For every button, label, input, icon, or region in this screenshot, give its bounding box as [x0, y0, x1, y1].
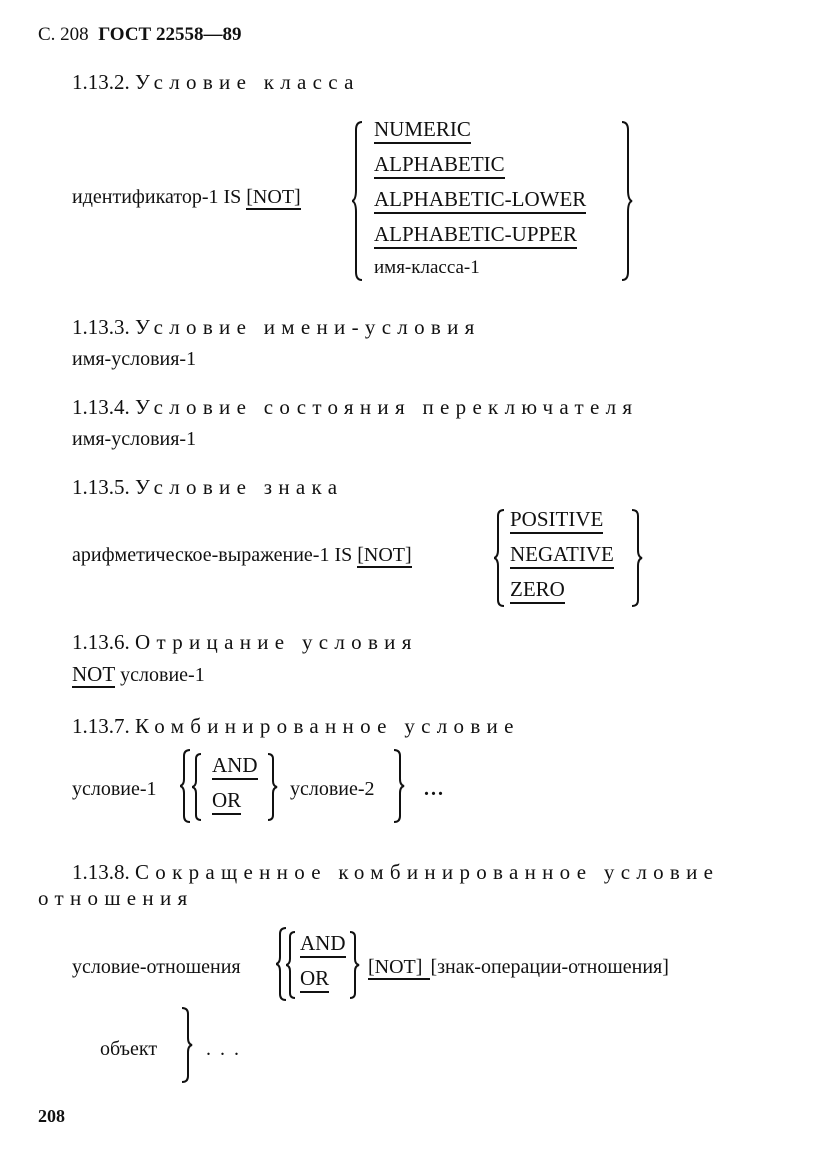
- section-1-13-4-body: имя-условия-1: [72, 428, 197, 450]
- class-option-class-name: имя-класса-1: [374, 257, 480, 278]
- abbreviated-or-keyword: OR: [300, 965, 329, 993]
- section-1-13-6-heading: [72, 630, 418, 655]
- negation-not-keyword: NOT: [72, 662, 116, 686]
- abbreviated-relation-operator: [знак-операции-отношения]: [430, 956, 669, 978]
- sign-left-brace: [494, 508, 508, 608]
- abbreviated-object-right-brace: [180, 1006, 194, 1084]
- sign-options: [510, 502, 614, 607]
- combined-inner-left-brace: [192, 752, 204, 822]
- sign-lhs-text: арифметическое-выражение-1 IS: [72, 544, 353, 566]
- abbreviated-not-keyword: [NOT]: [368, 956, 430, 980]
- class-right-brace: [620, 120, 634, 282]
- class-options: [374, 112, 586, 284]
- sign-option-zero: ZERO: [510, 576, 565, 604]
- combined-rhs: условие-2: [290, 778, 375, 800]
- page-header: [38, 24, 241, 46]
- combined-operators: [212, 748, 258, 818]
- abbreviated-object: объект: [100, 1038, 158, 1060]
- section-number: 1.13.7.: [72, 714, 130, 738]
- section-1-13-3-body: имя-условия-1: [72, 348, 197, 370]
- section-title: Сокращенное комбинированное условие: [135, 860, 720, 884]
- negation-condition: условие-1: [120, 664, 205, 686]
- abbreviated-lhs: условие-отношения: [72, 956, 241, 978]
- section-number: 1.13.5.: [72, 475, 130, 499]
- header-prefix: С. 208: [38, 24, 89, 45]
- section-number: 1.13.6.: [72, 630, 130, 654]
- section-1-13-7-heading: [72, 714, 520, 739]
- class-option-alphabetic-upper: ALPHABETIC-UPPER: [374, 221, 577, 249]
- class-option-numeric: NUMERIC: [374, 116, 471, 144]
- section-title: Комбинированное условие: [135, 714, 520, 738]
- sign-right-brace: [630, 508, 644, 608]
- class-condition-lhs: [72, 186, 301, 209]
- abbreviated-inner-left-brace: [286, 930, 298, 1000]
- section-title: Условие состояния переключателя: [135, 395, 639, 419]
- abbreviated-rhs: [368, 956, 669, 979]
- abbreviated-ellipsis: . . .: [206, 1038, 241, 1060]
- section-number: 1.13.4.: [72, 395, 130, 419]
- combined-inner-right-brace: [266, 752, 278, 822]
- class-option-alphabetic: ALPHABETIC: [374, 151, 505, 179]
- section-title: Условие знака: [135, 475, 344, 499]
- header-standard: ГОСТ 22558—89: [98, 24, 242, 45]
- combined-or-keyword: OR: [212, 787, 241, 815]
- section-1-13-8-heading-continued: [38, 886, 193, 911]
- combined-outer-right-brace: [392, 748, 406, 824]
- section-1-13-3-heading: [72, 315, 481, 340]
- class-lhs-text: идентификатор-1 IS: [72, 186, 242, 208]
- section-title: Отрицание условия: [135, 630, 418, 654]
- sign-option-positive: POSITIVE: [510, 506, 603, 534]
- section-title-continued: отношения: [38, 886, 194, 910]
- section-1-13-5-heading: [72, 475, 343, 500]
- combined-lhs: условие-1: [72, 778, 157, 800]
- abbreviated-and-keyword: AND: [300, 930, 346, 958]
- abbreviated-inner-right-brace: [348, 930, 360, 1000]
- section-1-13-2-heading: [72, 70, 360, 95]
- section-1-13-4-heading: [72, 395, 638, 420]
- section-number: 1.13.8.: [72, 860, 130, 884]
- sign-option-negative: NEGATIVE: [510, 541, 614, 569]
- sign-condition-lhs: [72, 544, 412, 567]
- combined-ellipsis: ...: [424, 778, 445, 800]
- section-number: 1.13.3.: [72, 315, 130, 339]
- class-not-keyword: [NOT]: [246, 186, 301, 208]
- abbreviated-operators: [300, 926, 346, 996]
- section-1-13-8-heading: [72, 860, 719, 885]
- section-title: Условие имени-условия: [135, 315, 481, 339]
- negation-line: [72, 662, 205, 687]
- section-title: Условие класса: [135, 70, 360, 94]
- section-number: 1.13.2.: [72, 70, 130, 94]
- page-number: 208: [38, 1106, 65, 1126]
- combined-and-keyword: AND: [212, 752, 258, 780]
- class-left-brace: [352, 120, 366, 282]
- class-option-alphabetic-lower: ALPHABETIC-LOWER: [374, 186, 586, 214]
- sign-not-keyword: [NOT]: [357, 544, 412, 566]
